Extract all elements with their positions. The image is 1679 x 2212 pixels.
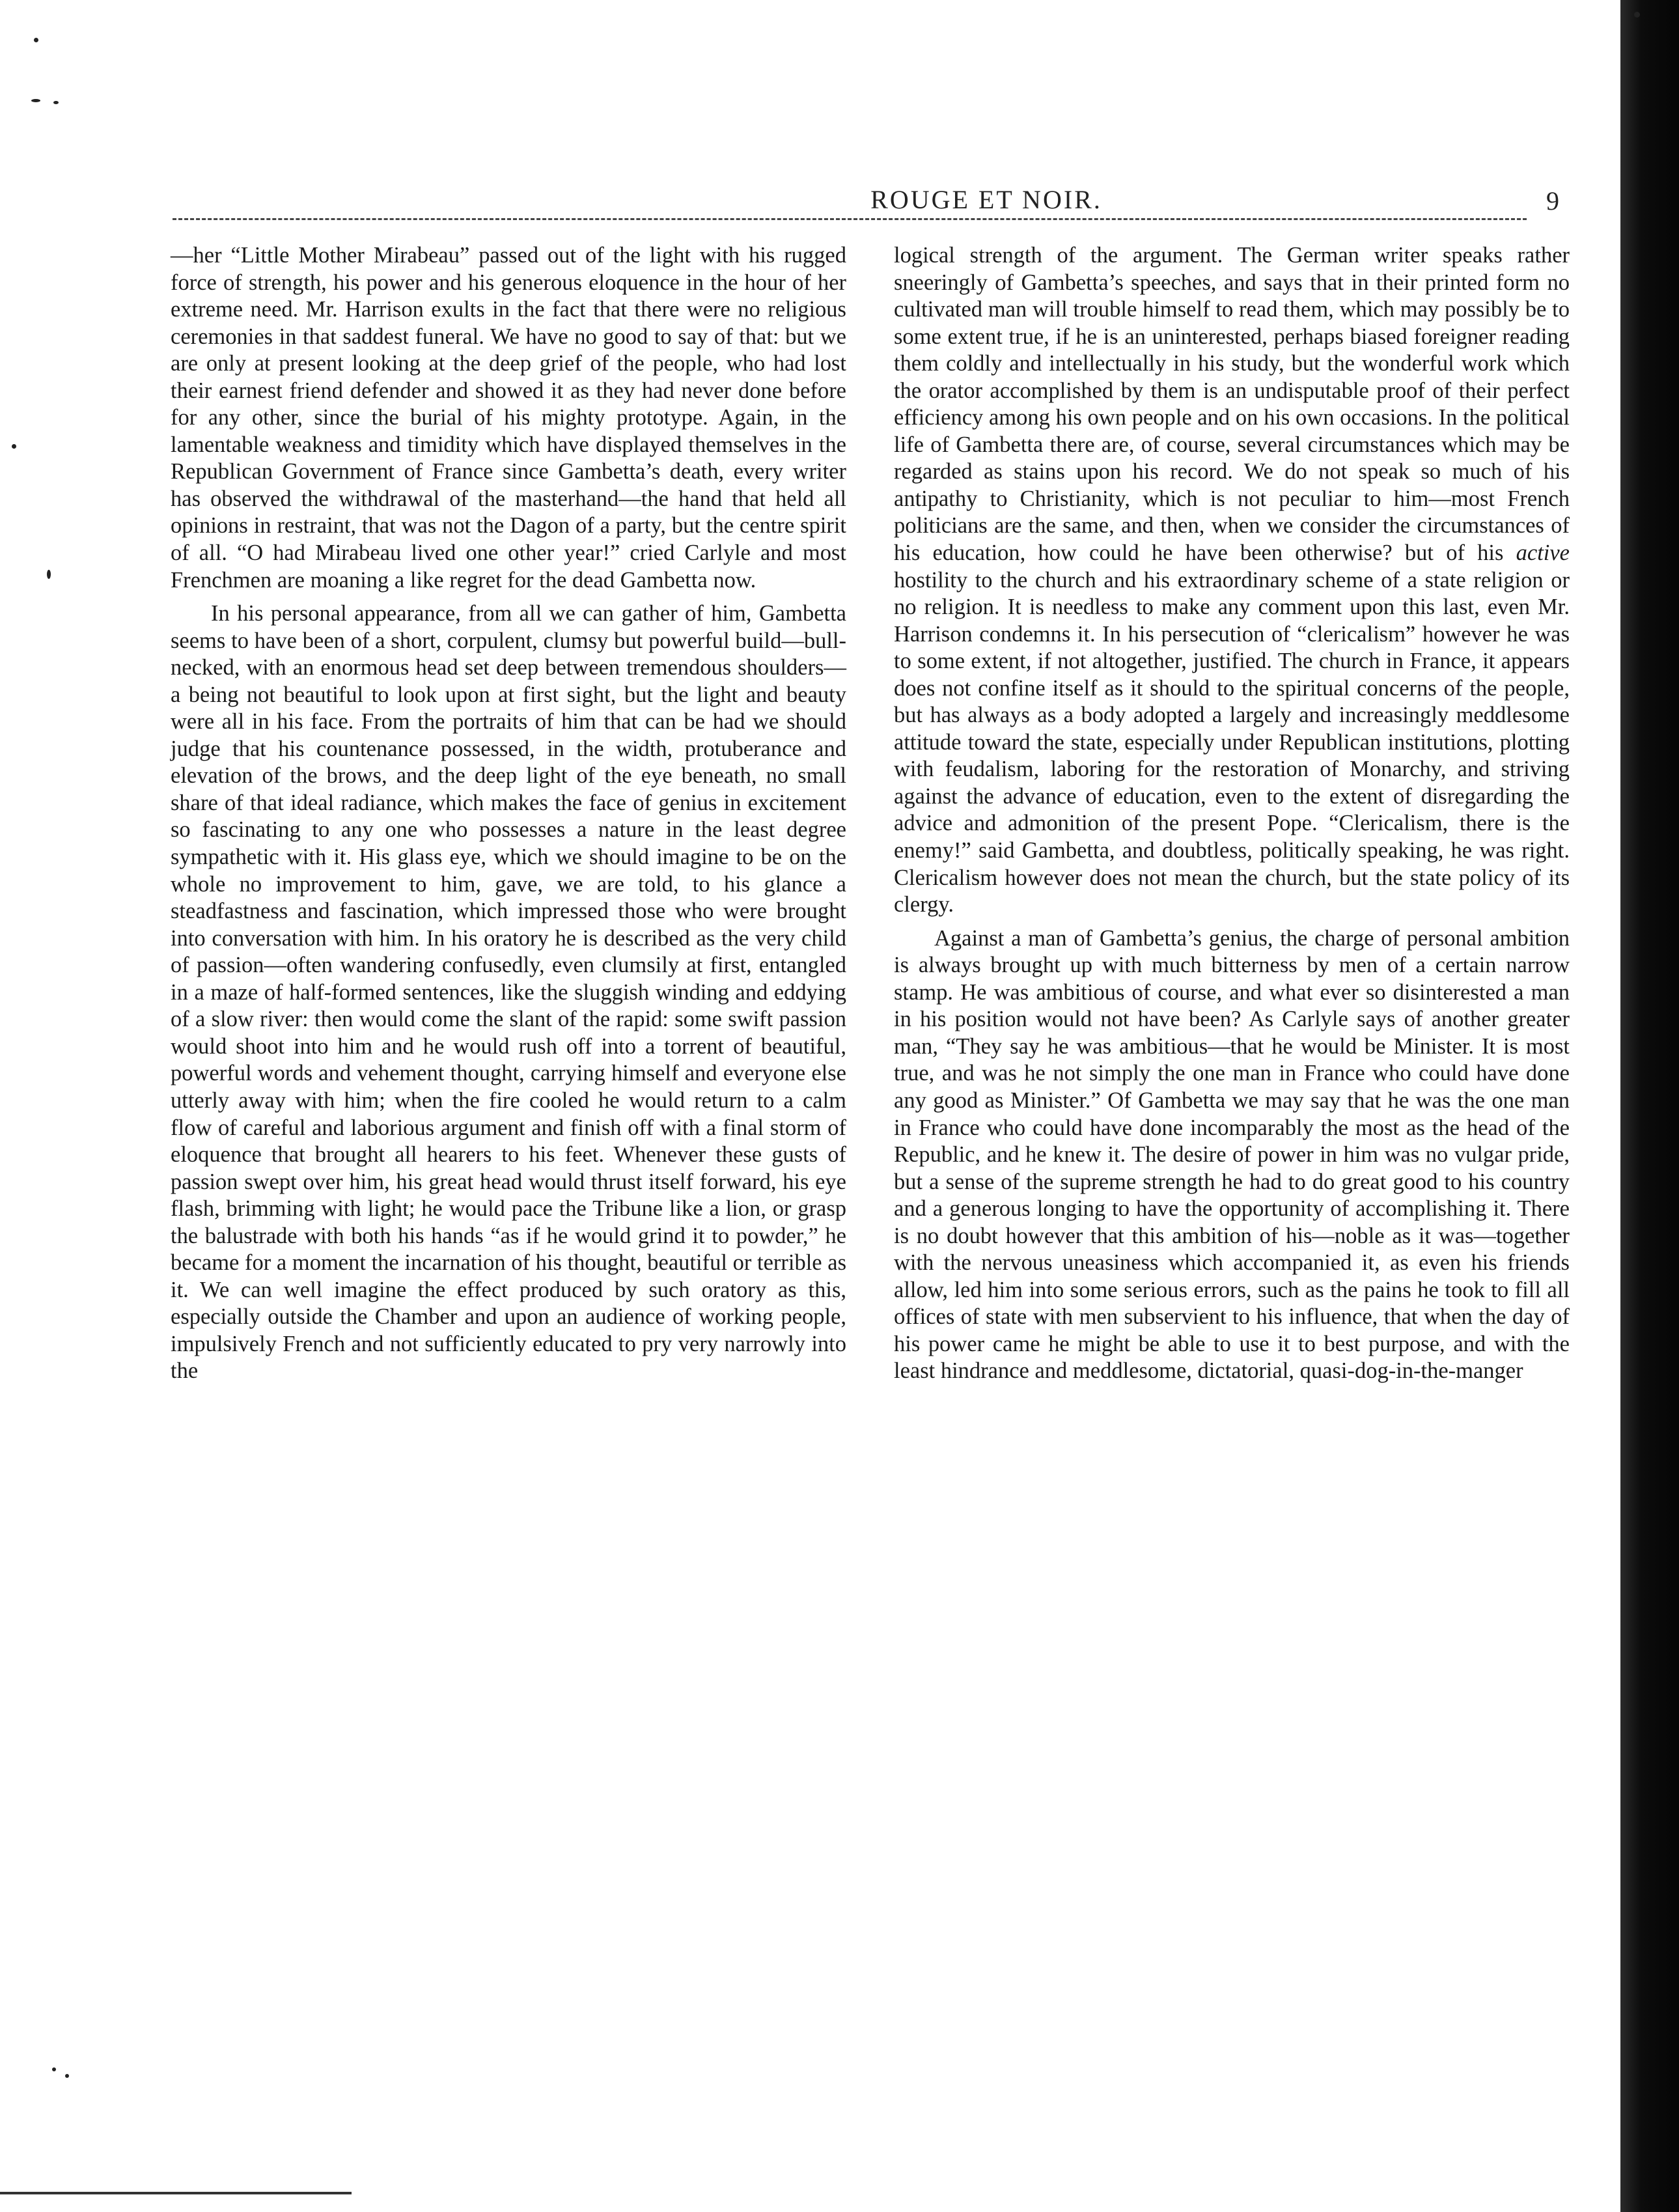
scan-speck (53, 101, 59, 104)
scan-speck (12, 444, 16, 449)
scan-speck (1634, 12, 1640, 18)
right-paragraph-1-part-b: hostility to the church and his extraordinary scheme of a state religion or no religion. It is needless to make any comment upon this last, even Mr. Harrison condemns it. In his persecution of “clericalism” however he was to some extent, if not altogether, justified. The church in France, it appears does not confine itself as it should to the spiritual concerns of the people, but has always as a body adopted a largely and increasingly meddlesome attitude toward the state, especially under Republican institutions, plotting with feudalism, laboring for the restoration of Monarchy, and striving against the advance of education, even to the extent of disregarding the advice and admonition of the present Pope. “Clericalism, there is the enemy!” said Gambetta, and doubtless, politically speaking, he was right. Clericalism however does not mean the church, but the state policy of its clergy. (894, 567, 1570, 917)
bottom-rule (0, 2192, 352, 2194)
left-paragraph-2: In his personal appearance, from all we can gather of him, Gambetta seems to have been of a short, corpulent, clumsy but powerful build—bull-necked, with an enormous head set deep between tremendous shoulders—a being not beautiful to look upon at first sight, but the light and beauty were all in his face. From the portraits of him that can be had we should judge that his countenance possessed, in the width, protuberance and elevation of the brows, and the deep light of the eye beneath, no small share of that ideal radiance, which makes the face of genius in excitement so fascinating to any one who possesses a nature in the least degree sympathetic with it. His glass eye, which we should imagine to be on the whole no improvement to him, gave, we are told, to his glance a steadfastness and fascination, which impressed those who were brought into conversation with him. In his oratory he is described as the very child of passion—often wandering confusedly, even clumsily at first, entangled in a maze of half-formed sentences, like the sluggish winding and eddying of a slow river: then would come the slant of the rapid: some swift passion would shoot into him and he would rush off into a torrent of beautiful, powerful words and vehement thought, carrying himself and everyone else utterly away with him; when the fire cooled he would return to a calm flow of careful and laborious argument and finish off with a final storm of eloquence that brought all hearers to his feet. Whenever these gusts of passion swept over him, his great head would thrust itself forward, his eye flash, brimming with light; he would pace the Tribune like a lion, or grasp the balustrade with both his hands “as if he would grind it to powder,” he became for a moment the incarnation of his thought, beautiful or terrible as it. We can well imagine the effect produced by such oratory as this, especially outside the Chamber and upon an audience of working people, impulsively French and not sufficiently educated to pry very narrowly into the (171, 601, 846, 1384)
scan-speck (34, 38, 38, 42)
emphasis-active: active (1516, 540, 1570, 566)
scan-speck (31, 99, 40, 102)
scan-speck (52, 2067, 56, 2071)
left-column (171, 242, 846, 1385)
header-rule (173, 218, 1527, 220)
right-paragraph-1 (894, 242, 1570, 919)
right-column (894, 242, 1570, 1385)
right-paragraph-1-part-a: logical strength of the argument. The German writer speaks rather sneeringly of Gambetta’s speeches, and says that in their printed form no cultivated man will trouble himself to read them, which may possibly be to some extent true, if he is an uninterested, perhaps biased foreigner reading them coldly and intellectually in his study, but the wonderful work which the orator accomplished by them is an undisputable proof of their perfect efficiency among his own people and on his own occasions. In the political life of Gambetta there are, of course, several circumstances which may be regarded as stains upon his record. We do not speak so much of his antipathy to Christianity, which is not peculiar to him—most French politicians are the same, and then, when we consider the circumstances of his education, how could he have been otherwise? but of his (894, 243, 1570, 566)
running-title: ROUGE ET NOIR. (870, 185, 1102, 214)
page-number: 9 (1546, 186, 1559, 216)
right-paragraph-2: Against a man of Gambetta’s genius, the charge of personal ambition is always brought up with much bitterness by men of a certain narrow stamp. He was ambitious of course, and what ever so disinterested a man in his position would not have been? As Carlyle says of another greater man, “They say he was ambitious—that he would be Minister. It is most true, and was he not simply the one man in France who could have done any good as Minister.” Of Gambetta we may say that he was the one man in France who could have done incomparably the most as the head of the Republic, and he knew it. The desire of power in him was no vulgar pride, but a sense of the supreme strength he had to do great good to his country and a generous longing to have the opportunity of accomplishing it. There is no doubt however that this ambition of his—noble as it was—together with the nervous uneasiness which accompanied it, as even his friends allow, led him into some serious errors, such as the pains he took to fill all offices of state with men subservient to his influence, that when the day of his power came he might be able to use it to best purpose, and with the least hindrance and meddlesome, dictatorial, quasi-dog-in-the-manger (894, 925, 1570, 1384)
scan-edge-shadow (1620, 0, 1679, 2212)
scan-speck (47, 570, 51, 579)
left-paragraph-1: —her “Little Mother Mirabeau” passed out of the light with his rugged force of strength, his power and his generous eloquence in the hour of her extreme need. Mr. Harrison exults in the fact that there were no religious ceremonies in that saddest funeral. We have no good to say of that: but we are only at present looking at the deep grief of the people, who had lost their earnest friend defender and showed it as they had never done before for any other, since the burial of his mighty prototype. Again, in the lamentable weakness and timidity which have displayed themselves in the Republican Government of France since Gambetta’s death, every writer has observed the withdrawal of the masterhand—the hand that held all opinions in restraint, that was not the Dagon of a party, but the centre spirit of all. “O had Mirabeau lived one other year!” cried Carlyle and most Frenchmen are moaning a like regret for the dead Gambetta now. (171, 243, 846, 593)
page-header (173, 184, 1559, 223)
scan-speck (65, 2074, 69, 2078)
